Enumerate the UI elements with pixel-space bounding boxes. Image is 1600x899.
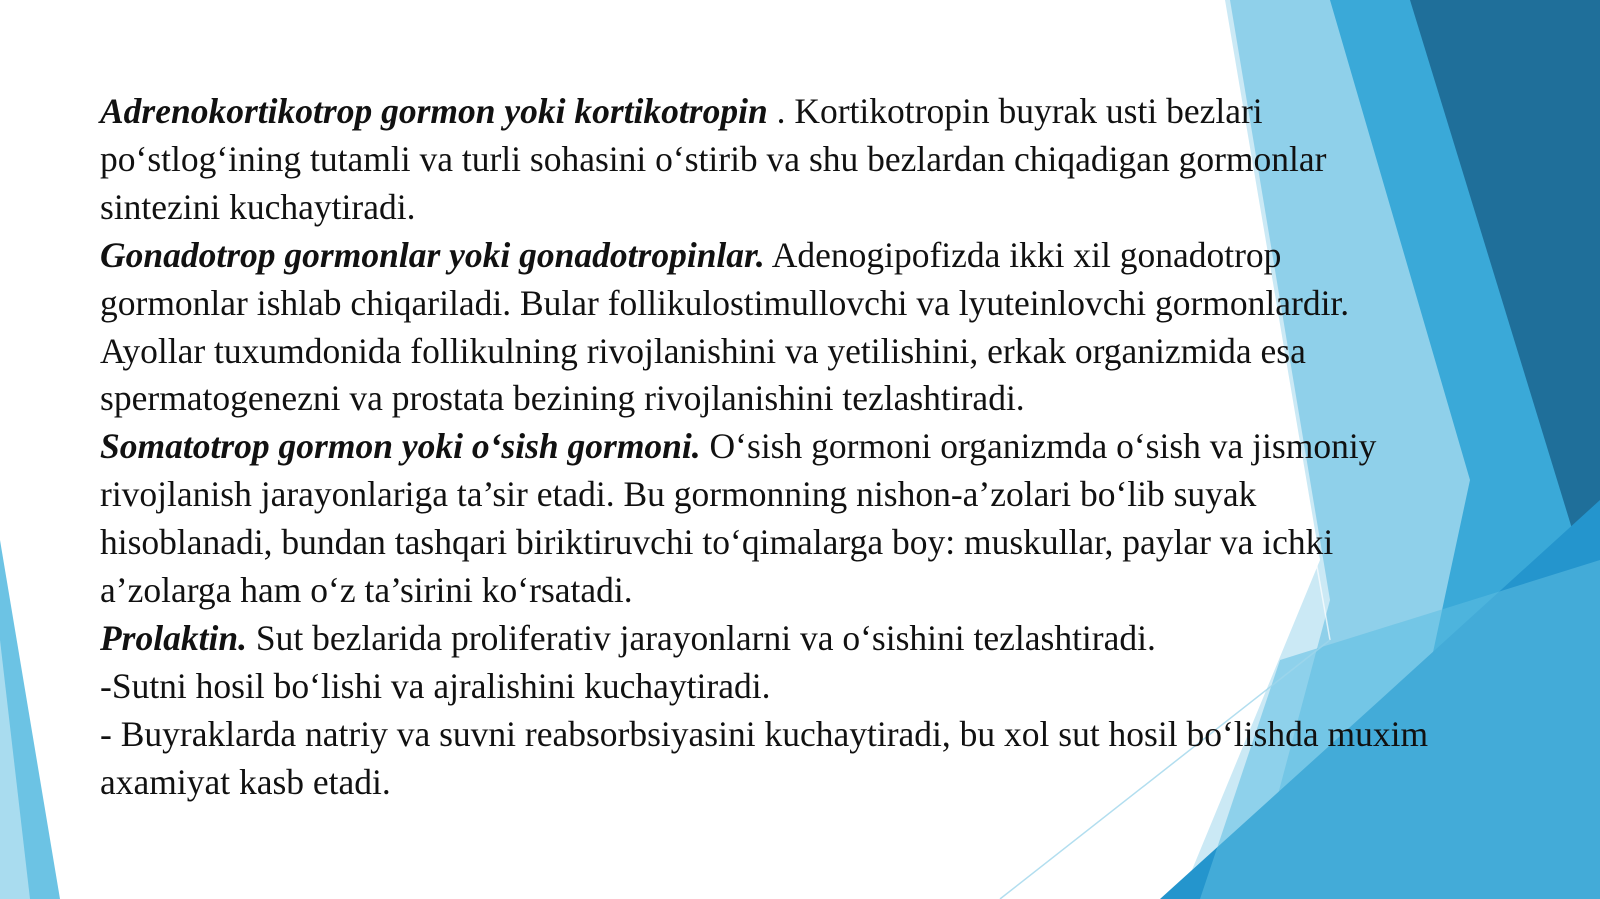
term-somatotropin: Somatotrop gormon yoki o‘sish gormoni. — [100, 426, 701, 467]
paragraph-prolactin-kidney — [100, 711, 1430, 807]
text-prolactin: Sut bezlarida proliferativ jarayonlarni va o‘sishini tezlashtiradi. — [246, 617, 1156, 658]
term-prolactin: Prolaktin. — [100, 617, 247, 658]
paragraph-prolactin — [100, 615, 1430, 663]
paragraph-prolactin-milk — [100, 663, 1430, 711]
paragraph-somatotropin — [100, 423, 1430, 615]
text-prolactin-milk: -Sutni hosil bo‘lishi va ajralishini kuchaytiradi. — [100, 665, 771, 706]
paragraph-acth — [100, 88, 1430, 232]
term-acth: Adrenokortikotrop gormon yoki kortikotropin — [100, 91, 777, 131]
paragraph-gonadotropins — [100, 232, 1430, 424]
slide-body — [100, 88, 1430, 807]
text-acth: . Kortikotropin buyrak usti bezlari po‘stlog‘ining tutamli va turli sohasini o‘stirib va shu bezlardan chiqadigan gormonlar sintezini kuchaytiradi. — [100, 91, 1327, 227]
text-somatotropin: O‘sish gormoni organizmda o‘sish va jismoniy rivojlanish jarayonlariga ta’sir etadi. Bu gormonning nishon-a’zolari bo‘lib suyak hisoblanadi, bundan tashqari biriktiruvchi to‘qimalarga boy: muskullar, paylar va ichki a’zolarga ham o‘z ta’sirini ko‘rsatadi. — [100, 426, 1377, 611]
term-gonadotropins: Gonadotrop gormonlar yoki gonadotropinlar. — [100, 234, 765, 275]
text-prolactin-kidney: - Buyraklarda natriy va suvni reabsorbsiyasini kuchaytiradi, bu xol sut hosil bo‘lishda muxim axamiyat kasb etadi. — [100, 713, 1429, 802]
text-gonadotropins: Adenogipofizda ikki xil gonadotrop gormonlar ishlab chiqariladi. Bular follikulostimullovchi va lyuteinlovchi gormonlardir. Ayollar tuxumdonida follikulning rivojlanishini va yetilishini, erkak organizmida esa spermatogenezni va prostata bezining rivojlanishini tezlashtiradi. — [100, 234, 1350, 419]
